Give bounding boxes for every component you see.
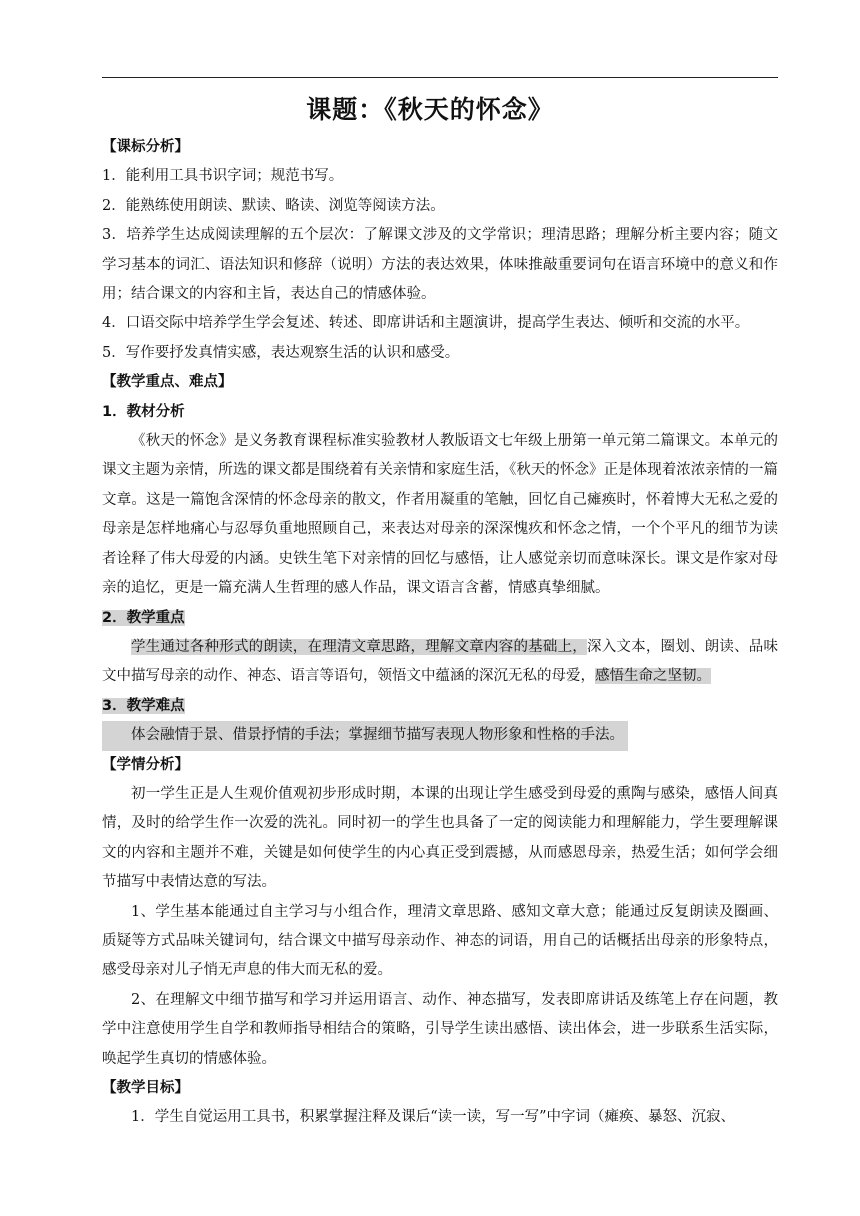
student-analysis-paragraph-1: 初一学生正是人生观价值观初步形成时期，本课的出现让学生感受到母爱的熏陶与感染，感悟人间真情，及时的给学生作一次爱的洗礼。同时初一的学生也具备了一定的阅读能力和理解能力，学生要理解课文的内容和主题并不难，关键是如何使学生的内心真正受到震撼，从而感恩母亲，热爱生活；如何学会细节描写中表情达意的写法。	[102, 785, 778, 891]
curriculum-item-3: 3．培养学生达成阅读理解的五个层次：了解课文涉及的文学常识；理清思路；理解分析主要内容；随文学习基本的词汇、语法知识和修辞（说明）方法的表达效果，体味推敲重要词句在语言环境中的意义和作用；结合课文的内容和主旨，表达自己的情感体验。	[102, 227, 778, 303]
section-heading-key-points: 【教学重点、难点】	[102, 374, 233, 391]
teaching-focus-highlight-a: 学生通过各种形式的朗读，在理清文章思路，理解文章内容的基础上，	[131, 638, 587, 655]
curriculum-item-2: 2．能熟练使用朗读、默读、略读、浏览等阅读方法。	[102, 197, 445, 214]
section-heading-objectives: 【教学目标】	[102, 1080, 189, 1096]
page-title: 课题：《秋天的怀念》	[306, 95, 554, 124]
teaching-focus-label: 2．教学重点	[102, 609, 185, 626]
teaching-focus-highlight-c: 感悟生命之坚韧。	[595, 668, 711, 685]
teaching-difficulty-highlight: 体会融情于景、借景抒情的手法；掌握细节描写表现人物形象和性格的手法。	[102, 721, 628, 750]
subheading-teaching-focus	[102, 604, 778, 633]
curriculum-item-5: 5．写作要抒发真情实感，表达观察生活的认识和感受。	[102, 344, 460, 361]
header-rule	[102, 77, 778, 78]
objectives-item-1: 1．学生自觉运用工具书，积累掌握注释及课后“读一读，写一写”中字词（瘫痪、暴怒、沉寂、	[131, 1109, 736, 1126]
curriculum-item-4: 4．口语交际中培养学生学会复述、转述、即席讲话和主题演讲，提高学生表达、倾听和交流的水平。	[102, 315, 750, 332]
subheading-teaching-difficulty	[102, 692, 778, 721]
document-body	[102, 133, 778, 1133]
textbook-analysis-paragraph: 《秋天的怀念》是义务教育课程标准实验教材人教版语文七年级上册第一单元第二篇课文。本单元的课文主题为亲情，所选的课文都是围绕着有关亲情和家庭生活，《秋天的怀念》正是体现着浓浓亲情的一篇文章。这是一篇饱含深情的怀念母亲的散文，作者用凝重的笔触，回忆自己瘫痪时，怀着博大无私之爱的母亲是怎样地痛心与忍辱负重地照顾自己，来表达对母亲的深深愧疚和怀念之情，一个个平凡的细节为读者诠释了伟大母爱的内涵。史铁生笔下对亲情的回忆与感悟，让人感觉亲切而意味深长。课文是作家对母亲的追忆，更是一篇充满人生哲理的感人作品，课文语言含蓄，情感真挚细腻。	[102, 433, 778, 597]
subheading-textbook-analysis: 1．教材分析	[102, 403, 185, 420]
student-analysis-paragraph-3: 2、在理解文中细节描写和学习并运用语言、动作、神态描写，发表即席讲话及练笔上存在问题，教学中注意使用学生自学和教师指导相结合的策略，引导学生读出感悟、读出体会，进一步联系生活实际，唤起学生真切的情感体验。	[102, 991, 778, 1067]
curriculum-item-1: 1．能利用工具书识字词；规范书写。	[102, 168, 344, 185]
teaching-focus-text: 深入文本，圈划、朗读、品味文中描写母亲的动作、神态、语言等语句，领悟文中蕴涵的深沉无私的母爱，	[102, 638, 779, 685]
teaching-difficulty-label: 3．教学难点	[102, 697, 185, 714]
section-heading-student-analysis: 【学情分析】	[102, 756, 189, 773]
teaching-difficulty-paragraph	[102, 721, 778, 750]
section-heading-curriculum: 【课标分析】	[102, 139, 189, 155]
teaching-focus-paragraph	[102, 633, 778, 692]
student-analysis-paragraph-2: 1、学生基本能通过自主学习与小组合作，理清文章思路、感知文章大意；能通过反复朗读及圈画、质疑等方式品味关键词句，结合课文中描写母亲动作、神态的词语，用自己的话概括出母亲的形象特点，感受母亲对儿子悄无声息的伟大而无私的爱。	[102, 903, 778, 979]
